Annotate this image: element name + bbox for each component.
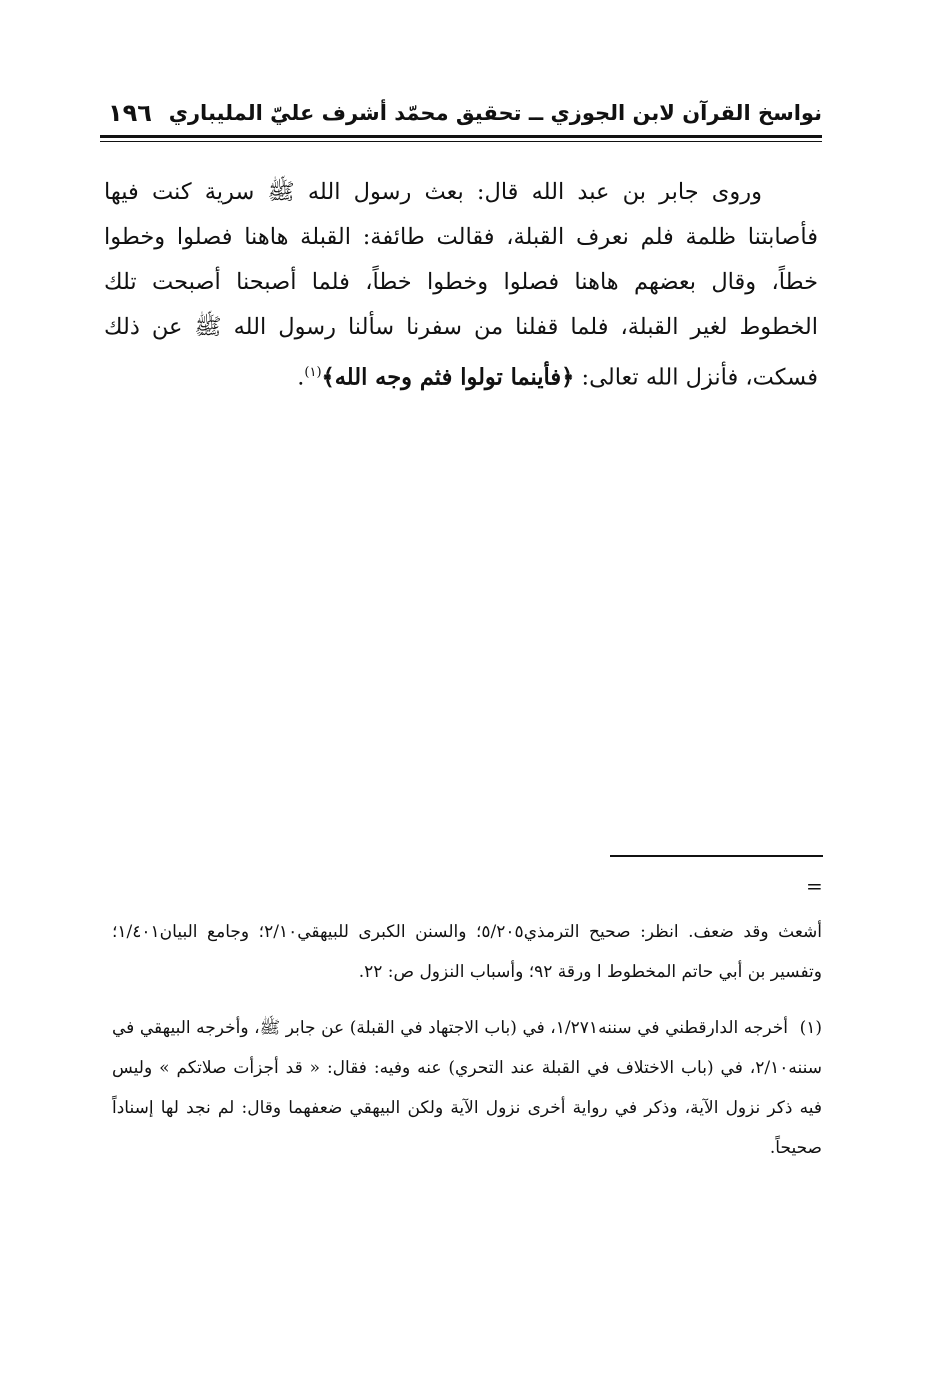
paragraph-end: . [297,364,305,391]
main-paragraph [104,170,818,401]
quran-verse: ﴿فأينما تولوا فثم وجه الله﴾ [321,364,575,391]
footnote-1 [112,1008,822,1168]
footnote-1-text: أخرجه الدارقطني في سننه١/٢٧١، في (باب الاجتهاد في القبلة) عن جابر ﷺ، وأخرجه البيهقي في سننه٢/١٠، في (باب الاختلاف في القبلة عند التحري) عنه وفيه: فقال: « قد أجزأت صلاتكم » وليس فيه ذكر نزول الآية، وذكر في رواية أخرى نزول الآية ولكن البيهقي ضعفهما وقال: لم نجد لها إسناداً صحيحاً. [112,1018,822,1158]
main-text [104,170,818,401]
running-header [100,96,822,136]
footnotes [112,912,822,1168]
footnote-continued: أشعث وقد ضعف. انظر: صحيح الترمذي٥/٢٠٥؛ والسنن الكبرى للبيهقي٢/١٠؛ وجامع البيان١/٤٠١؛ وتفسير بن أبي حاتم المخطوط ا ورقة ٩٢؛ وأسباب النزول ص: ٢٢. [112,922,823,982]
page-number: ١٩٦ [108,99,152,127]
paragraph-text: وروى جابر بن عبد الله قال: بعث رسول الله ﷺ سرية كنت فيها فأصابتنا ظلمة فلم نعرف القبلة، فقالت طائفة: القبلة هاهنا فصلوا وخطوا خطاً، وقال بعضهم هاهنا فصلوا وخطوا خطاً، فلما أصبحنا أصبحت تلك الخطوط لغير القبلة، فلما قفلنا من سفرنا سألنا رسول الله ﷺ عن ذلك فسكت، فأنزل الله تعالى: [104,179,818,391]
footnote-continuation-mark: = [806,874,823,898]
footnote-separator [610,855,823,857]
footnote-reference: (١) [304,365,322,380]
footnote-1-number: (١) [799,1018,822,1038]
header-rule-thin [100,141,822,142]
header-rule [100,135,822,138]
header-title: نواسخ القرآن لابن الجوزي ــ تحقيق محمّد أشرف عليّ المليباري [168,101,822,125]
